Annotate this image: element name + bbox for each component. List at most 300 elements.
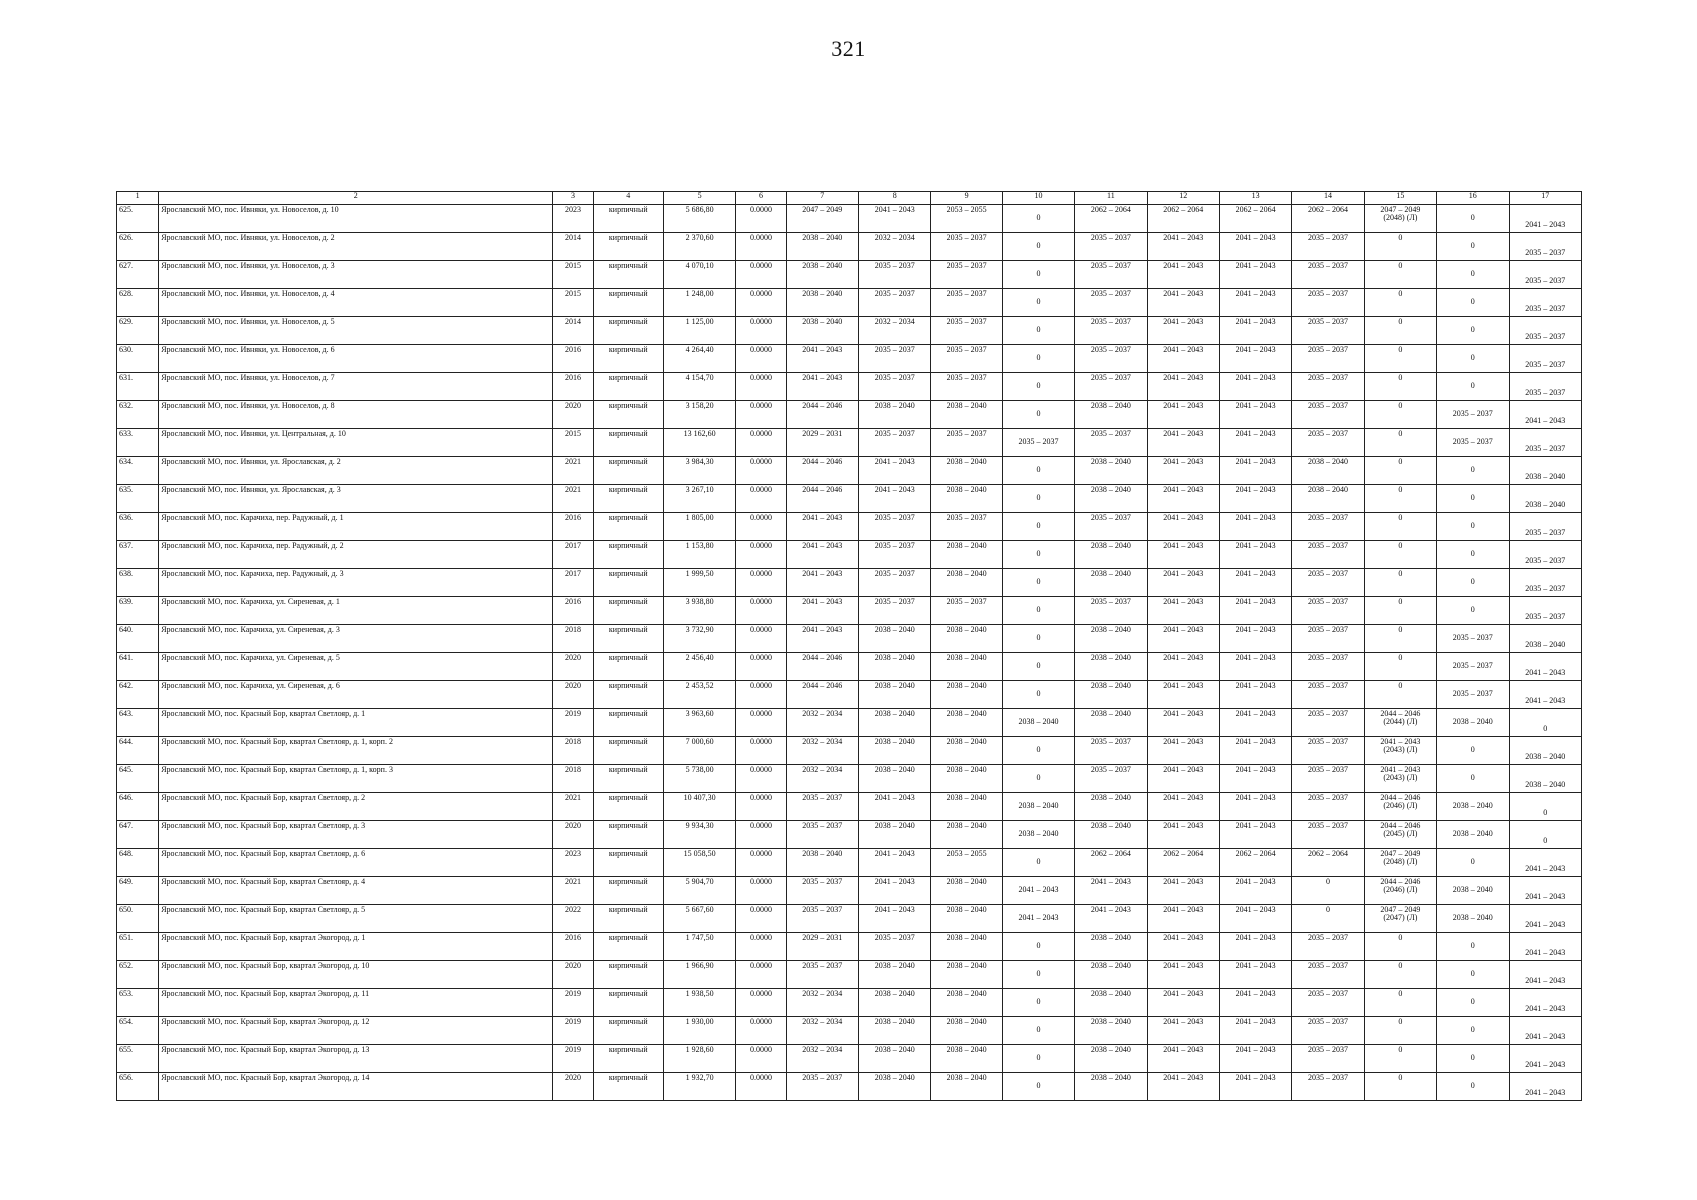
col15-cell [1364, 233, 1436, 261]
col17-cell: 2041 – 2043 [1509, 653, 1582, 681]
col14-cell: 2035 – 2037 [1292, 401, 1364, 429]
col11-cell: 2035 – 2037 [1075, 233, 1147, 261]
col13-cell: 2041 – 2043 [1219, 569, 1291, 597]
col14-cell: 2035 – 2037 [1292, 1073, 1364, 1101]
row-number: 640. [117, 625, 159, 653]
col12-cell: 2041 – 2043 [1147, 317, 1219, 345]
area-cell: 1 966,90 [663, 961, 735, 989]
col9-cell: 2038 – 2040 [931, 681, 1002, 709]
col15-main: 0 [1398, 1073, 1403, 1082]
col10-cell: 2041 – 2043 [1002, 905, 1074, 933]
row-number: 649. [117, 877, 159, 905]
header-row [117, 192, 1582, 205]
col12-cell: 2041 – 2043 [1147, 261, 1219, 289]
address-cell: Ярославский МО, пос. Красный Бор, квартал Светлояр, д. 1, корп. 2 [159, 737, 553, 765]
col13-cell: 2041 – 2043 [1219, 401, 1291, 429]
area-cell: 4 070,10 [663, 261, 735, 289]
col17-cell: 2035 – 2037 [1509, 429, 1582, 457]
table-row [117, 989, 1582, 1017]
year-cell: 2020 [553, 653, 593, 681]
col6-cell: 0.0000 [736, 653, 786, 681]
col13-cell: 2041 – 2043 [1219, 457, 1291, 485]
col9-cell: 2038 – 2040 [931, 961, 1002, 989]
col15-main: 2041 – 2043 [1380, 765, 1421, 774]
col7-cell: 2035 – 2037 [786, 877, 858, 905]
year-cell: 2016 [553, 597, 593, 625]
col6-cell: 0.0000 [736, 233, 786, 261]
area-cell: 7 000,60 [663, 737, 735, 765]
col15-main: 0 [1398, 653, 1403, 662]
year-cell: 2016 [553, 513, 593, 541]
material-cell: кирпичный [593, 737, 663, 765]
col16-cell: 2035 – 2037 [1437, 681, 1509, 709]
col12-cell: 2041 – 2043 [1147, 681, 1219, 709]
column-header-5: 5 [663, 192, 735, 205]
area-cell: 9 934,30 [663, 821, 735, 849]
col13-cell: 2041 – 2043 [1219, 597, 1291, 625]
material-cell: кирпичный [593, 765, 663, 793]
col15-cell [1364, 373, 1436, 401]
material-cell: кирпичный [593, 317, 663, 345]
column-header-6: 6 [736, 192, 786, 205]
col14-cell: 2035 – 2037 [1292, 373, 1364, 401]
col11-cell: 2038 – 2040 [1075, 569, 1147, 597]
col14-cell: 2035 – 2037 [1292, 597, 1364, 625]
col14-cell: 0 [1292, 877, 1364, 905]
col15-cell [1364, 429, 1436, 457]
material-cell: кирпичный [593, 1045, 663, 1073]
col11-cell: 2035 – 2037 [1075, 289, 1147, 317]
col6-cell: 0.0000 [736, 765, 786, 793]
row-number: 653. [117, 989, 159, 1017]
col9-cell: 2038 – 2040 [931, 765, 1002, 793]
row-number: 641. [117, 653, 159, 681]
col13-cell: 2041 – 2043 [1219, 793, 1291, 821]
col17-cell: 2041 – 2043 [1509, 1073, 1582, 1101]
col16-cell: 2038 – 2040 [1437, 877, 1509, 905]
address-cell: Ярославский МО, пос. Ивняки, ул. Новоселов, д. 6 [159, 345, 553, 373]
table-row [117, 681, 1582, 709]
col12-cell: 2041 – 2043 [1147, 569, 1219, 597]
col14-cell: 2035 – 2037 [1292, 429, 1364, 457]
col15-cell [1364, 317, 1436, 345]
col13-cell: 2041 – 2043 [1219, 905, 1291, 933]
col8-cell: 2035 – 2037 [859, 569, 931, 597]
col9-cell: 2038 – 2040 [931, 933, 1002, 961]
col11-cell: 2038 – 2040 [1075, 457, 1147, 485]
table-row [117, 429, 1582, 457]
col16-cell: 2038 – 2040 [1437, 821, 1509, 849]
col11-cell: 2035 – 2037 [1075, 737, 1147, 765]
row-number: 648. [117, 849, 159, 877]
col6-cell: 0.0000 [736, 541, 786, 569]
col15-main: 0 [1398, 429, 1403, 438]
col8-cell: 2035 – 2037 [859, 429, 931, 457]
col15-note: (2048) (Л) [1383, 213, 1418, 223]
table-row [117, 261, 1582, 289]
address-cell: Ярославский МО, пос. Красный Бор, квартал Экогород, д. 11 [159, 989, 553, 1017]
col10-cell: 2041 – 2043 [1002, 877, 1074, 905]
col13-cell: 2041 – 2043 [1219, 625, 1291, 653]
col12-cell: 2041 – 2043 [1147, 793, 1219, 821]
col10-cell: 2038 – 2040 [1002, 709, 1074, 737]
table-row [117, 205, 1582, 233]
address-cell: Ярославский МО, пос. Красный Бор, квартал Экогород, д. 13 [159, 1045, 553, 1073]
table-row [117, 457, 1582, 485]
col9-cell: 2053 – 2055 [931, 205, 1002, 233]
col15-cell [1364, 821, 1436, 849]
col9-cell: 2035 – 2037 [931, 373, 1002, 401]
col6-cell: 0.0000 [736, 709, 786, 737]
material-cell: кирпичный [593, 289, 663, 317]
table-row [117, 233, 1582, 261]
col15-cell [1364, 737, 1436, 765]
col11-cell: 2038 – 2040 [1075, 625, 1147, 653]
col6-cell: 0.0000 [736, 681, 786, 709]
col13-cell: 2041 – 2043 [1219, 541, 1291, 569]
col6-cell: 0.0000 [736, 569, 786, 597]
col9-cell: 2035 – 2037 [931, 345, 1002, 373]
col9-cell: 2038 – 2040 [931, 485, 1002, 513]
material-cell: кирпичный [593, 429, 663, 457]
col16-cell: 0 [1437, 1045, 1509, 1073]
col14-cell: 2035 – 2037 [1292, 541, 1364, 569]
material-cell: кирпичный [593, 205, 663, 233]
col7-cell: 2044 – 2046 [786, 401, 858, 429]
col12-cell: 2041 – 2043 [1147, 905, 1219, 933]
year-cell: 2020 [553, 961, 593, 989]
col7-cell: 2047 – 2049 [786, 205, 858, 233]
col10-cell: 0 [1002, 1017, 1074, 1045]
col9-cell: 2038 – 2040 [931, 569, 1002, 597]
material-cell: кирпичный [593, 345, 663, 373]
table-row [117, 737, 1582, 765]
col7-cell: 2032 – 2034 [786, 737, 858, 765]
row-number: 633. [117, 429, 159, 457]
col11-cell: 2041 – 2043 [1075, 877, 1147, 905]
col16-cell: 2035 – 2037 [1437, 653, 1509, 681]
col9-cell: 2038 – 2040 [931, 1073, 1002, 1101]
col8-cell: 2038 – 2040 [859, 737, 931, 765]
col15-cell [1364, 541, 1436, 569]
col9-cell: 2038 – 2040 [931, 1045, 1002, 1073]
col7-cell: 2032 – 2034 [786, 709, 858, 737]
col17-cell: 2041 – 2043 [1509, 1045, 1582, 1073]
col17-cell: 2035 – 2037 [1509, 345, 1582, 373]
year-cell: 2018 [553, 765, 593, 793]
col8-cell: 2038 – 2040 [859, 401, 931, 429]
address-cell: Ярославский МО, пос. Карачиха, ул. Сиреневая, д. 1 [159, 597, 553, 625]
col9-cell: 2038 – 2040 [931, 401, 1002, 429]
col17-cell: 2035 – 2037 [1509, 513, 1582, 541]
year-cell: 2022 [553, 905, 593, 933]
material-cell: кирпичный [593, 849, 663, 877]
col12-cell: 2041 – 2043 [1147, 345, 1219, 373]
col11-cell: 2038 – 2040 [1075, 933, 1147, 961]
col16-cell: 2038 – 2040 [1437, 905, 1509, 933]
col15-note: (2046) (Л) [1383, 885, 1418, 895]
col15-main: 0 [1398, 261, 1403, 270]
col11-cell: 2038 – 2040 [1075, 989, 1147, 1017]
col13-cell: 2041 – 2043 [1219, 513, 1291, 541]
col6-cell: 0.0000 [736, 345, 786, 373]
col15-cell [1364, 457, 1436, 485]
address-cell: Ярославский МО, пос. Ивняки, ул. Новоселов, д. 7 [159, 373, 553, 401]
col15-cell [1364, 793, 1436, 821]
col16-cell: 2035 – 2037 [1437, 401, 1509, 429]
col13-cell: 2062 – 2064 [1219, 849, 1291, 877]
table-row [117, 373, 1582, 401]
col12-cell: 2041 – 2043 [1147, 457, 1219, 485]
col14-cell: 2062 – 2064 [1292, 849, 1364, 877]
col15-main: 0 [1398, 1045, 1403, 1054]
row-number: 626. [117, 233, 159, 261]
area-cell: 1 153,80 [663, 541, 735, 569]
col10-cell: 0 [1002, 205, 1074, 233]
col6-cell: 0.0000 [736, 877, 786, 905]
col7-cell: 2044 – 2046 [786, 485, 858, 513]
col8-cell: 2038 – 2040 [859, 1073, 931, 1101]
table-row [117, 541, 1582, 569]
col10-cell: 0 [1002, 625, 1074, 653]
table-row [117, 345, 1582, 373]
col7-cell: 2038 – 2040 [786, 233, 858, 261]
col10-cell: 0 [1002, 849, 1074, 877]
col6-cell: 0.0000 [736, 205, 786, 233]
col10-cell: 0 [1002, 961, 1074, 989]
col17-cell: 2041 – 2043 [1509, 933, 1582, 961]
col10-cell: 0 [1002, 289, 1074, 317]
col15-cell [1364, 961, 1436, 989]
address-cell: Ярославский МО, пос. Красный Бор, квартал Светлояр, д. 4 [159, 877, 553, 905]
col16-cell: 2035 – 2037 [1437, 625, 1509, 653]
area-cell: 5 738,00 [663, 765, 735, 793]
address-cell: Ярославский МО, пос. Ивняки, ул. Центральная, д. 10 [159, 429, 553, 457]
col14-cell: 2038 – 2040 [1292, 485, 1364, 513]
table-row [117, 933, 1582, 961]
col14-cell: 2035 – 2037 [1292, 681, 1364, 709]
col15-note: (2045) (Л) [1383, 829, 1418, 839]
area-cell: 3 963,60 [663, 709, 735, 737]
col16-cell: 2038 – 2040 [1437, 793, 1509, 821]
col11-cell: 2038 – 2040 [1075, 485, 1147, 513]
col6-cell: 0.0000 [736, 289, 786, 317]
material-cell: кирпичный [593, 653, 663, 681]
col8-cell: 2035 – 2037 [859, 289, 931, 317]
col17-cell: 2041 – 2043 [1509, 1017, 1582, 1045]
year-cell: 2017 [553, 541, 593, 569]
col13-cell: 2041 – 2043 [1219, 961, 1291, 989]
column-header-8: 8 [859, 192, 931, 205]
row-number: 639. [117, 597, 159, 625]
col17-cell: 2038 – 2040 [1509, 457, 1582, 485]
table-row [117, 1017, 1582, 1045]
table-row [117, 289, 1582, 317]
row-number: 652. [117, 961, 159, 989]
col11-cell: 2041 – 2043 [1075, 905, 1147, 933]
col15-cell [1364, 905, 1436, 933]
material-cell: кирпичный [593, 989, 663, 1017]
col16-cell: 0 [1437, 989, 1509, 1017]
col12-cell: 2041 – 2043 [1147, 1017, 1219, 1045]
address-cell: Ярославский МО, пос. Карачиха, ул. Сиреневая, д. 5 [159, 653, 553, 681]
col15-cell [1364, 261, 1436, 289]
year-cell: 2015 [553, 289, 593, 317]
col6-cell: 0.0000 [736, 429, 786, 457]
col15-main: 0 [1398, 289, 1403, 298]
col15-note: (2044) (Л) [1383, 717, 1418, 727]
page-number: 321 [831, 36, 866, 61]
col13-cell: 2041 – 2043 [1219, 429, 1291, 457]
column-header-4: 4 [593, 192, 663, 205]
col15-main: 0 [1398, 989, 1403, 998]
address-cell: Ярославский МО, пос. Ивняки, ул. Новоселов, д. 2 [159, 233, 553, 261]
col17-cell: 2038 – 2040 [1509, 625, 1582, 653]
table-row [117, 821, 1582, 849]
col9-cell: 2038 – 2040 [931, 1017, 1002, 1045]
material-cell: кирпичный [593, 821, 663, 849]
year-cell: 2016 [553, 373, 593, 401]
row-number: 642. [117, 681, 159, 709]
col15-main: 0 [1398, 233, 1403, 242]
col6-cell: 0.0000 [736, 373, 786, 401]
col16-cell: 0 [1437, 933, 1509, 961]
col8-cell: 2041 – 2043 [859, 849, 931, 877]
col7-cell: 2041 – 2043 [786, 625, 858, 653]
col6-cell: 0.0000 [736, 905, 786, 933]
col8-cell: 2038 – 2040 [859, 653, 931, 681]
area-cell: 2 370,60 [663, 233, 735, 261]
col13-cell: 2041 – 2043 [1219, 737, 1291, 765]
row-number: 634. [117, 457, 159, 485]
col7-cell: 2038 – 2040 [786, 317, 858, 345]
year-cell: 2023 [553, 205, 593, 233]
area-cell: 1 747,50 [663, 933, 735, 961]
col16-cell: 2038 – 2040 [1437, 709, 1509, 737]
col9-cell: 2035 – 2037 [931, 317, 1002, 345]
col7-cell: 2041 – 2043 [786, 597, 858, 625]
row-number: 629. [117, 317, 159, 345]
address-cell: Ярославский МО, пос. Красный Бор, квартал Экогород, д. 12 [159, 1017, 553, 1045]
col13-cell: 2041 – 2043 [1219, 821, 1291, 849]
col10-cell: 0 [1002, 653, 1074, 681]
year-cell: 2019 [553, 989, 593, 1017]
col14-cell: 2035 – 2037 [1292, 737, 1364, 765]
area-cell: 1 999,50 [663, 569, 735, 597]
col11-cell: 2038 – 2040 [1075, 681, 1147, 709]
row-number: 654. [117, 1017, 159, 1045]
col11-cell: 2035 – 2037 [1075, 597, 1147, 625]
col15-cell [1364, 485, 1436, 513]
table-body [117, 205, 1582, 1101]
col8-cell: 2032 – 2034 [859, 317, 931, 345]
col14-cell: 2035 – 2037 [1292, 709, 1364, 737]
col6-cell: 0.0000 [736, 1017, 786, 1045]
col7-cell: 2041 – 2043 [786, 569, 858, 597]
column-header-10: 10 [1002, 192, 1074, 205]
col7-cell: 2035 – 2037 [786, 1073, 858, 1101]
col17-cell: 2041 – 2043 [1509, 205, 1582, 233]
col7-cell: 2041 – 2043 [786, 345, 858, 373]
col7-cell: 2035 – 2037 [786, 961, 858, 989]
table-row [117, 625, 1582, 653]
col15-cell [1364, 681, 1436, 709]
table-row [117, 597, 1582, 625]
col13-cell: 2041 – 2043 [1219, 289, 1291, 317]
col15-main: 0 [1398, 597, 1403, 606]
col11-cell: 2035 – 2037 [1075, 373, 1147, 401]
col14-cell: 2035 – 2037 [1292, 261, 1364, 289]
address-cell: Ярославский МО, пос. Красный Бор, квартал Светлояр, д. 3 [159, 821, 553, 849]
area-cell: 3 984,30 [663, 457, 735, 485]
col7-cell: 2029 – 2031 [786, 429, 858, 457]
column-header-7: 7 [786, 192, 858, 205]
col12-cell: 2041 – 2043 [1147, 625, 1219, 653]
col14-cell: 2035 – 2037 [1292, 933, 1364, 961]
col8-cell: 2041 – 2043 [859, 457, 931, 485]
row-number: 638. [117, 569, 159, 597]
col15-main: 0 [1398, 569, 1403, 578]
col16-cell: 0 [1437, 849, 1509, 877]
col9-cell: 2053 – 2055 [931, 849, 1002, 877]
col13-cell: 2041 – 2043 [1219, 877, 1291, 905]
col16-cell: 0 [1437, 597, 1509, 625]
col7-cell: 2029 – 2031 [786, 933, 858, 961]
col12-cell: 2041 – 2043 [1147, 1045, 1219, 1073]
col7-cell: 2038 – 2040 [786, 261, 858, 289]
col9-cell: 2038 – 2040 [931, 709, 1002, 737]
area-cell: 3 938,80 [663, 597, 735, 625]
col14-cell: 2035 – 2037 [1292, 625, 1364, 653]
col16-cell: 0 [1437, 205, 1509, 233]
col12-cell: 2041 – 2043 [1147, 933, 1219, 961]
col8-cell: 2038 – 2040 [859, 1045, 931, 1073]
col8-cell: 2035 – 2037 [859, 597, 931, 625]
year-cell: 2015 [553, 429, 593, 457]
col6-cell: 0.0000 [736, 849, 786, 877]
col10-cell: 0 [1002, 485, 1074, 513]
col11-cell: 2035 – 2037 [1075, 513, 1147, 541]
col6-cell: 0.0000 [736, 457, 786, 485]
col12-cell: 2041 – 2043 [1147, 597, 1219, 625]
address-cell: Ярославский МО, пос. Карачиха, ул. Сиреневая, д. 3 [159, 625, 553, 653]
col7-cell: 2038 – 2040 [786, 289, 858, 317]
col9-cell: 2038 – 2040 [931, 457, 1002, 485]
col12-cell: 2041 – 2043 [1147, 877, 1219, 905]
area-cell: 1 125,00 [663, 317, 735, 345]
row-number: 644. [117, 737, 159, 765]
col17-cell: 2035 – 2037 [1509, 597, 1582, 625]
material-cell: кирпичный [593, 373, 663, 401]
year-cell: 2014 [553, 317, 593, 345]
col12-cell: 2062 – 2064 [1147, 205, 1219, 233]
col17-cell: 2035 – 2037 [1509, 233, 1582, 261]
area-cell: 15 058,50 [663, 849, 735, 877]
col12-cell: 2041 – 2043 [1147, 233, 1219, 261]
col15-main: 0 [1398, 485, 1403, 494]
col10-cell: 0 [1002, 401, 1074, 429]
year-cell: 2014 [553, 233, 593, 261]
col6-cell: 0.0000 [736, 317, 786, 345]
col14-cell: 2035 – 2037 [1292, 513, 1364, 541]
col7-cell: 2044 – 2046 [786, 681, 858, 709]
material-cell: кирпичный [593, 1017, 663, 1045]
area-cell: 1 805,00 [663, 513, 735, 541]
address-cell: Ярославский МО, пос. Красный Бор, квартал Светлояр, д. 6 [159, 849, 553, 877]
col17-cell: 2035 – 2037 [1509, 289, 1582, 317]
col15-note: (2048) (Л) [1383, 857, 1418, 867]
year-cell: 2021 [553, 485, 593, 513]
